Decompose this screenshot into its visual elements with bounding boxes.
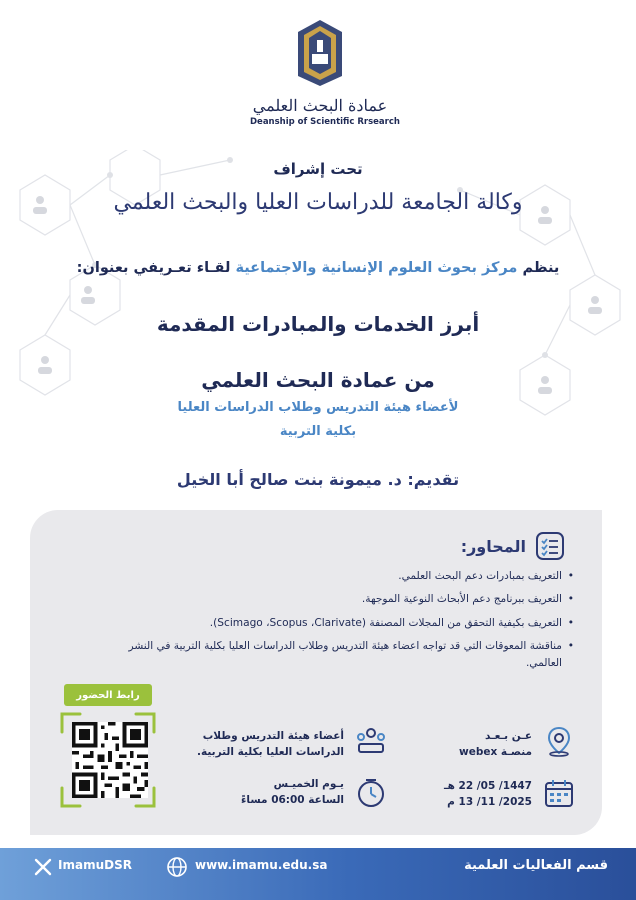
globe-icon (166, 856, 188, 878)
axes-title: المحاور: (460, 536, 526, 556)
hijri-date: 1447/ 05/ 22 هـ (443, 780, 532, 792)
axes-item: • التعريف بكيفية التحقق من المجلات المصنفة (Scimago ،Scopus ،Clarivate). (104, 615, 574, 631)
organizer-center: مركز بحوث العلوم الإنسانية والاجتماعية (235, 260, 518, 276)
presenter: تقديم: د. ميمونة بنت صالح أبا الخيل (176, 470, 460, 489)
organizer-line (0, 260, 636, 276)
attendance-qr-code[interactable] (72, 722, 148, 798)
event-title-line-2: من عمادة البحث العلمي (201, 368, 435, 392)
deanship-english-name: Deanship of Scientific Rrsearch (250, 117, 400, 127)
clock-icon (354, 776, 388, 810)
location-pin-icon (542, 724, 576, 758)
footer-department: قسم الفعاليات العلمية (464, 858, 608, 873)
event-day: يـوم الخميـس (273, 778, 344, 790)
audience-detail-line-2: الدراسات العليا بكلية التربية. (197, 746, 344, 759)
audience-group-icon (354, 724, 388, 758)
gregorian-date: 2025/ 11/ 13 م (447, 796, 532, 809)
under-supervision-label: تحت إشراف (273, 160, 363, 178)
axes-item: • التعريف بمبادرات دعم البحث العلمي. (104, 568, 574, 584)
platform-label: منصـة webex (459, 746, 532, 759)
audience-line-1: لأعضاء هيئة التدريس وطلاب الدراسات العليا (177, 400, 459, 415)
audience-details (197, 728, 344, 761)
axes-header (461, 530, 566, 562)
deanship-arabic-name: عمادة البحث العلمي (252, 96, 388, 115)
footer-bar (0, 848, 636, 900)
checklist-icon (534, 530, 566, 562)
remote-label: عـن بـعـد (485, 730, 532, 742)
event-title-line-1: أبرز الخدمات والمبادرات المقدمة (156, 312, 480, 336)
audience-line-2: بكلية التربية (279, 424, 357, 439)
deanship-logo (250, 18, 400, 127)
audience-detail-line-1: أعضاء هيئة التدريس وطلاب (202, 730, 344, 742)
axes-item: • مناقشة المعوقات التي قد تواجه اعضاء هيئة التدريس وطلاب الدراسات العليا بكلية التربية في النشر العالمي. (104, 638, 574, 671)
axes-list (104, 568, 574, 678)
attendance-link-label[interactable]: رابط الحضور (64, 684, 152, 706)
axes-item: • التعريف ببرنامج دعم الأبحاث النوعية الموجهة. (104, 591, 574, 607)
footer-social-handle[interactable]: ImamuDSR (58, 858, 132, 872)
location-details (459, 728, 532, 761)
organizer-prefix: ينظم (522, 260, 560, 276)
x-logo-icon (32, 856, 54, 878)
time-details (241, 776, 344, 809)
footer-website-link[interactable]: www.imamu.edu.sa (195, 858, 328, 872)
agency-name: وكالة الجامعة للدراسات العليا والبحث العلمي (113, 190, 523, 215)
organizer-suffix: لقـاء تعـريفي بعنوان: (76, 260, 231, 276)
university-emblem-icon (290, 18, 350, 88)
date-details (444, 778, 532, 811)
calendar-icon (542, 776, 576, 810)
event-time: الساعة 06:00 مساءً (241, 794, 344, 807)
